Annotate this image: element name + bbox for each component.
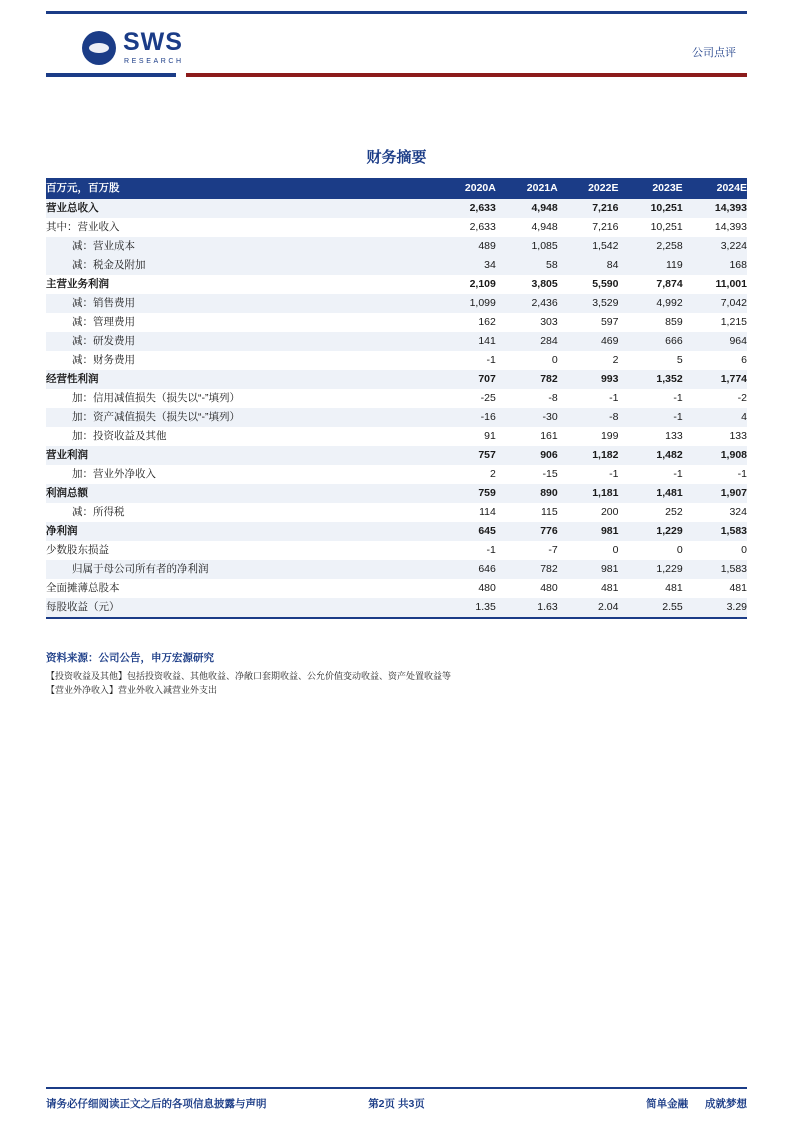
row-label: 加：资产减值损失（损失以“-”填列） — [46, 408, 434, 427]
row-value: 469 — [558, 332, 619, 351]
row-value: 2,633 — [434, 218, 496, 237]
row-value: -1 — [618, 408, 682, 427]
row-value: 114 — [434, 503, 496, 522]
row-value: 757 — [434, 446, 496, 465]
row-value: 1,229 — [618, 522, 682, 541]
row-label: 减：销售费用 — [46, 294, 434, 313]
row-value: 645 — [434, 522, 496, 541]
row-value: 162 — [434, 313, 496, 332]
row-label: 减：营业成本 — [46, 237, 434, 256]
row-value: 0 — [618, 541, 682, 560]
table-row — [46, 199, 747, 218]
row-value: 1,085 — [496, 237, 558, 256]
row-label: 利润总额 — [46, 484, 434, 503]
footer-slogan-2: 成就梦想 — [705, 1098, 747, 1110]
sws-logo-text — [123, 30, 184, 65]
row-value: 3,224 — [683, 237, 747, 256]
row-value: 252 — [618, 503, 682, 522]
note-source: 资料来源：公司公告，申万宏源研究 — [46, 652, 214, 664]
row-value: 141 — [434, 332, 496, 351]
row-value: 981 — [558, 522, 619, 541]
row-value: 11,001 — [683, 275, 747, 294]
row-label: 加：信用减值损失（损失以“-”填列） — [46, 389, 434, 408]
row-value: 2 — [434, 465, 496, 484]
row-value: 2.55 — [618, 598, 682, 617]
row-value: 597 — [558, 313, 619, 332]
column-header-label: 百万元，百万股 — [46, 178, 434, 199]
row-value: 5 — [618, 351, 682, 370]
column-header-2024e: 2024E — [683, 178, 747, 199]
row-value: 1,352 — [618, 370, 682, 389]
sws-logo — [82, 30, 184, 65]
row-label: 净利润 — [46, 522, 434, 541]
row-value: 3,529 — [558, 294, 619, 313]
logo-subtitle: RESEARCH — [124, 58, 184, 65]
table-row — [46, 332, 747, 351]
row-value: 3,805 — [496, 275, 558, 294]
row-label: 减：财务费用 — [46, 351, 434, 370]
row-label: 减：研发费用 — [46, 332, 434, 351]
column-header-2020a: 2020A — [434, 178, 496, 199]
table-row — [46, 503, 747, 522]
row-value: 7,216 — [558, 199, 619, 218]
row-value: 115 — [496, 503, 558, 522]
row-value: 58 — [496, 256, 558, 275]
row-value: 14,393 — [683, 199, 747, 218]
row-label: 营业利润 — [46, 446, 434, 465]
row-value: 0 — [558, 541, 619, 560]
column-header-2022e: 2022E — [558, 178, 619, 199]
row-value: 1,229 — [618, 560, 682, 579]
row-value: 1,583 — [683, 522, 747, 541]
page-header — [0, 0, 793, 86]
table-row — [46, 256, 747, 275]
table-row — [46, 275, 747, 294]
row-value: -7 — [496, 541, 558, 560]
row-value: 480 — [434, 579, 496, 598]
table-row — [46, 408, 747, 427]
table-row — [46, 294, 747, 313]
row-value: 10,251 — [618, 199, 682, 218]
row-value: 5,590 — [558, 275, 619, 294]
row-label: 每股收益（元） — [46, 598, 434, 617]
row-value: -8 — [558, 408, 619, 427]
row-value: 489 — [434, 237, 496, 256]
row-value: 199 — [558, 427, 619, 446]
row-value: 324 — [683, 503, 747, 522]
row-value: 1,182 — [558, 446, 619, 465]
row-label: 减：管理费用 — [46, 313, 434, 332]
row-value: 1,908 — [683, 446, 747, 465]
row-value: -1 — [434, 351, 496, 370]
row-value: 782 — [496, 560, 558, 579]
row-value: -2 — [683, 389, 747, 408]
row-value: 1,907 — [683, 484, 747, 503]
row-value: 4,992 — [618, 294, 682, 313]
row-value: 133 — [618, 427, 682, 446]
row-value: 4 — [683, 408, 747, 427]
row-value: -8 — [496, 389, 558, 408]
row-value: 859 — [618, 313, 682, 332]
row-value: 1.63 — [496, 598, 558, 617]
row-value: 782 — [496, 370, 558, 389]
column-header-2021a: 2021A — [496, 178, 558, 199]
note-line-1: 【投资收益及其他】包括投资收益、其他收益、净敞口套期收益、公允价值变动收益、资产处置收益等 — [46, 671, 452, 681]
row-label: 减：税金及附加 — [46, 256, 434, 275]
row-label: 加：营业外净收入 — [46, 465, 434, 484]
table-header-row — [46, 178, 747, 199]
row-value: 91 — [434, 427, 496, 446]
row-value: -1 — [434, 541, 496, 560]
row-value: 284 — [496, 332, 558, 351]
row-value: -1 — [618, 465, 682, 484]
row-value: 1,583 — [683, 560, 747, 579]
row-value: 6 — [683, 351, 747, 370]
row-label: 营业总收入 — [46, 199, 434, 218]
note-line-2: 【营业外净收入】营业外收入减营业外支出 — [46, 685, 218, 695]
table-row — [46, 579, 747, 598]
row-value: 0 — [496, 351, 558, 370]
table-row — [46, 598, 747, 617]
row-label: 其中：营业收入 — [46, 218, 434, 237]
row-value: -16 — [434, 408, 496, 427]
row-value: 10,251 — [618, 218, 682, 237]
footer-page-number: 第2页 共3页 — [368, 1098, 425, 1110]
row-value: 7,874 — [618, 275, 682, 294]
row-value: -1 — [683, 465, 747, 484]
table-row — [46, 484, 747, 503]
row-value: 481 — [618, 579, 682, 598]
financial-summary-table — [46, 178, 747, 619]
table-row — [46, 237, 747, 256]
table-row — [46, 560, 747, 579]
row-value: -15 — [496, 465, 558, 484]
footer-slogan — [632, 1096, 747, 1111]
logo-title: SWS — [123, 28, 183, 56]
table-row — [46, 541, 747, 560]
row-value: 666 — [618, 332, 682, 351]
row-value: 2,258 — [618, 237, 682, 256]
header-bottom-rule-red — [186, 73, 747, 77]
row-value: 1,481 — [618, 484, 682, 503]
row-value: 3.29 — [683, 598, 747, 617]
header-top-rule — [46, 11, 747, 14]
row-value: 0 — [683, 541, 747, 560]
row-value: 84 — [558, 256, 619, 275]
table-notes — [46, 650, 747, 697]
table-row — [46, 465, 747, 484]
table-row — [46, 522, 747, 541]
row-label: 主营业务利润 — [46, 275, 434, 294]
row-label: 经营性利润 — [46, 370, 434, 389]
row-value: 707 — [434, 370, 496, 389]
row-value: 1,215 — [683, 313, 747, 332]
row-value: 759 — [434, 484, 496, 503]
table-row — [46, 313, 747, 332]
row-value: 646 — [434, 560, 496, 579]
row-value: 161 — [496, 427, 558, 446]
row-value: 1,542 — [558, 237, 619, 256]
row-value: 2 — [558, 351, 619, 370]
row-label: 归属于母公司所有者的净利润 — [46, 560, 434, 579]
row-value: 7,216 — [558, 218, 619, 237]
table-row — [46, 427, 747, 446]
table-bottom-rule — [46, 617, 747, 619]
row-label: 减：所得税 — [46, 503, 434, 522]
row-value: 1.35 — [434, 598, 496, 617]
footer-rule — [46, 1087, 747, 1089]
table-row — [46, 389, 747, 408]
row-value: 119 — [618, 256, 682, 275]
header-bottom-rule-blue — [46, 73, 176, 77]
row-value: 2,436 — [496, 294, 558, 313]
row-value: 168 — [683, 256, 747, 275]
row-value: 481 — [683, 579, 747, 598]
row-value: 1,482 — [618, 446, 682, 465]
row-value: 1,099 — [434, 294, 496, 313]
row-value: -30 — [496, 408, 558, 427]
row-value: 4,948 — [496, 199, 558, 218]
row-value: 14,393 — [683, 218, 747, 237]
footer-disclaimer: 请务必仔细阅读正文之后的各项信息披露与声明 — [46, 1098, 267, 1110]
row-value: -25 — [434, 389, 496, 408]
row-value: 906 — [496, 446, 558, 465]
table-row — [46, 218, 747, 237]
row-value: 34 — [434, 256, 496, 275]
row-value: 481 — [558, 579, 619, 598]
row-value: 1,181 — [558, 484, 619, 503]
row-value: -1 — [558, 465, 619, 484]
row-value: 2.04 — [558, 598, 619, 617]
row-value: 2,109 — [434, 275, 496, 294]
row-value: 133 — [683, 427, 747, 446]
footer-slogan-1: 简单金融 — [646, 1098, 689, 1110]
row-value: 303 — [496, 313, 558, 332]
document-type-label: 公司点评 — [692, 47, 736, 59]
row-value: 480 — [496, 579, 558, 598]
page-footer — [46, 1096, 747, 1111]
row-value: -1 — [618, 389, 682, 408]
table-row — [46, 351, 747, 370]
row-value: 964 — [683, 332, 747, 351]
row-label: 少数股东损益 — [46, 541, 434, 560]
row-value: 200 — [558, 503, 619, 522]
row-value: 776 — [496, 522, 558, 541]
row-label: 全面摊薄总股本 — [46, 579, 434, 598]
row-value: 1,774 — [683, 370, 747, 389]
row-value: 981 — [558, 560, 619, 579]
column-header-2023e: 2023E — [618, 178, 682, 199]
row-value: 4,948 — [496, 218, 558, 237]
row-value: 2,633 — [434, 199, 496, 218]
table-row — [46, 446, 747, 465]
row-value: -1 — [558, 389, 619, 408]
table-row — [46, 370, 747, 389]
row-value: 7,042 — [683, 294, 747, 313]
row-value: 993 — [558, 370, 619, 389]
page-title: 财务摘要 — [366, 149, 427, 166]
row-label: 加：投资收益及其他 — [46, 427, 434, 446]
sws-logo-icon — [82, 31, 116, 65]
row-value: 890 — [496, 484, 558, 503]
